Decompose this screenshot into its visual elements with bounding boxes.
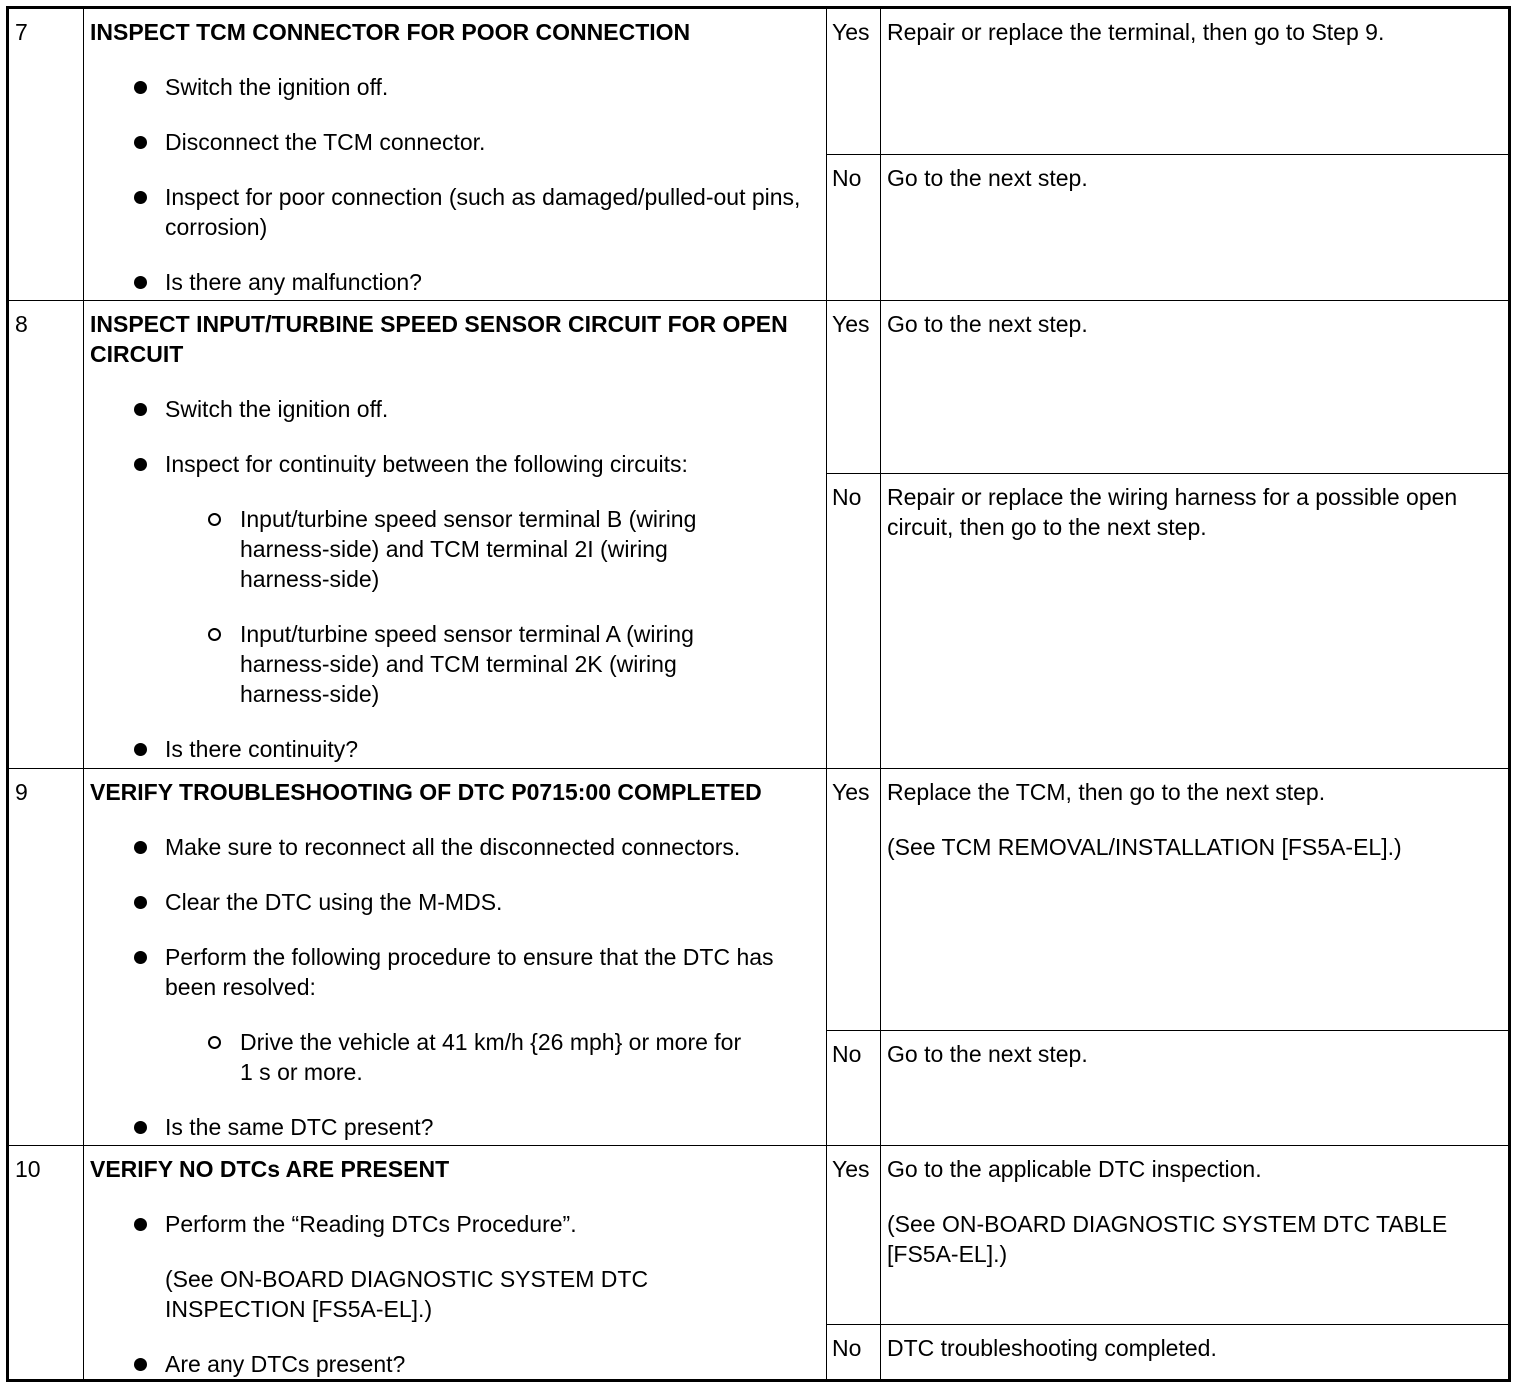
no-label: No — [827, 474, 881, 769]
table-row — [8, 301, 1510, 474]
list-item: Are any DTCs present? — [90, 1349, 822, 1379]
yes-label: Yes — [827, 1146, 881, 1325]
list-item: Perform the following procedure to ensure that the DTC has been resolved: — [90, 942, 822, 1002]
table-row — [8, 8, 1510, 155]
yes-label: Yes — [827, 8, 881, 155]
no-result — [881, 155, 1510, 301]
bullet-list — [90, 734, 822, 764]
bullet-list — [90, 72, 822, 297]
step-number: 8 — [8, 301, 84, 769]
list-item: Input/turbine speed sensor terminal A (wiring harness-side) and TCM terminal 2K (wiring harness-side) — [90, 619, 822, 709]
list-item: Switch the ignition off. — [90, 394, 822, 424]
list-item: Drive the vehicle at 41 km/h {26 mph} or more for 1 s or more. — [90, 1027, 822, 1087]
result-text: Go to the next step. — [887, 165, 1088, 191]
list-item: Input/turbine speed sensor terminal B (wiring harness-side) and TCM terminal 2I (wiring harness-side) — [90, 504, 822, 594]
yes-result — [881, 1146, 1510, 1325]
yes-result — [881, 8, 1510, 155]
step-number: 10 — [8, 1146, 84, 1381]
no-label: No — [827, 1324, 881, 1380]
step-title: INSPECT INPUT/TURBINE SPEED SENSOR CIRCUIT FOR OPEN CIRCUIT — [90, 311, 788, 367]
list-item: Perform the “Reading DTCs Procedure”. — [90, 1209, 822, 1239]
step-action — [84, 769, 827, 1146]
step-action — [84, 8, 827, 301]
step-title: INSPECT TCM CONNECTOR FOR POOR CONNECTION — [90, 19, 691, 45]
step-title: VERIFY TROUBLESHOOTING OF DTC P0715:00 COMPLETED — [90, 779, 762, 805]
list-item: Disconnect the TCM connector. — [90, 127, 822, 157]
table-row — [8, 1146, 1510, 1325]
result-text: Go to the next step. — [887, 1041, 1088, 1067]
list-item: Is there continuity? — [90, 734, 822, 764]
no-label: No — [827, 155, 881, 301]
yes-result — [881, 769, 1510, 1031]
no-result — [881, 474, 1510, 769]
yes-result — [881, 301, 1510, 474]
no-result — [881, 1031, 1510, 1146]
list-item: Clear the DTC using the M-MDS. — [90, 887, 822, 917]
step-number: 9 — [8, 769, 84, 1146]
result-text: Repair or replace the terminal, then go to Step 9. — [887, 19, 1385, 45]
list-item: Make sure to reconnect all the disconnected connectors. — [90, 832, 822, 862]
bullet-list — [90, 394, 822, 479]
result-text: Go to the next step. — [887, 311, 1088, 337]
list-item: Inspect for poor connection (such as damaged/pulled-out pins, corrosion) — [90, 182, 822, 242]
list-item: Is the same DTC present? — [90, 1112, 822, 1142]
step-number: 7 — [8, 8, 84, 301]
no-result — [881, 1324, 1510, 1380]
bullet-list — [90, 1112, 822, 1142]
step-action — [84, 1146, 827, 1381]
bullet-list — [90, 1209, 822, 1239]
result-reference: (See ON-BOARD DIAGNOSTIC SYSTEM DTC TABLE [FS5A-EL].) — [887, 1211, 1448, 1267]
step-action — [84, 301, 827, 769]
yes-label: Yes — [827, 301, 881, 474]
table-row — [8, 769, 1510, 1031]
no-label: No — [827, 1031, 881, 1146]
list-item: Inspect for continuity between the following circuits: — [90, 449, 822, 479]
result-text: Replace the TCM, then go to the next step. — [887, 779, 1326, 805]
bullet-reference: (See ON-BOARD DIAGNOSTIC SYSTEM DTC INSPECTION [FS5A-EL].) — [165, 1266, 649, 1322]
procedure-table — [6, 6, 1511, 1382]
list-item: Switch the ignition off. — [90, 72, 822, 102]
yes-label: Yes — [827, 769, 881, 1031]
step-title: VERIFY NO DTCs ARE PRESENT — [90, 1156, 450, 1182]
result-text: DTC troubleshooting completed. — [887, 1334, 1217, 1361]
list-item: Is there any malfunction? — [90, 267, 822, 297]
sub-bullet-list — [90, 504, 822, 709]
bullet-list — [90, 832, 822, 1002]
result-text: Go to the applicable DTC inspection. — [887, 1156, 1262, 1182]
result-text: Repair or replace the wiring harness for a possible open circuit, then go to the next step. — [887, 484, 1458, 540]
bullet-list — [90, 1349, 822, 1379]
result-reference: (See TCM REMOVAL/INSTALLATION [FS5A-EL].) — [887, 834, 1402, 860]
sub-bullet-list — [90, 1027, 822, 1087]
